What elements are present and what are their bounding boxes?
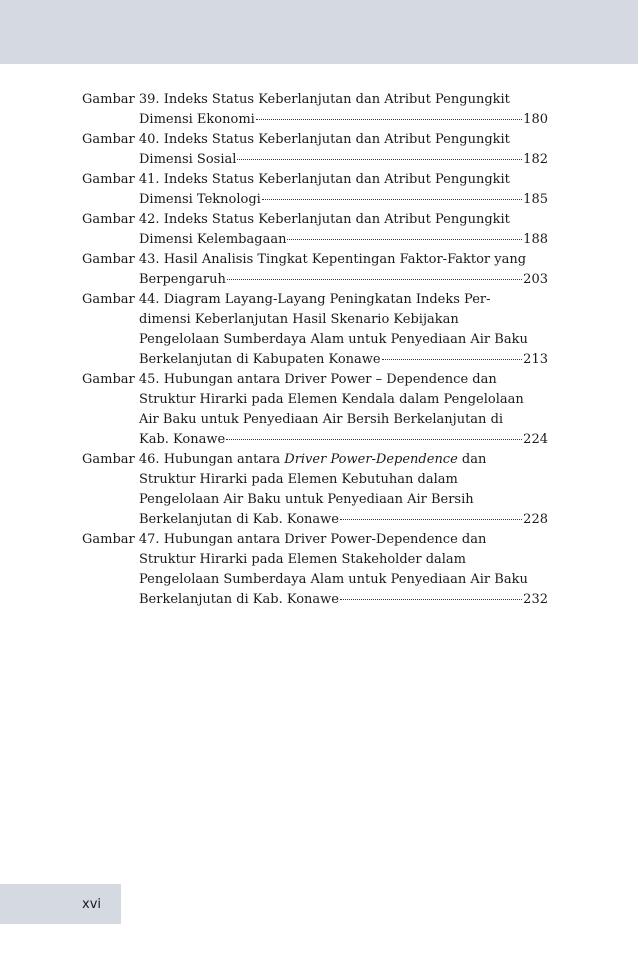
entry-title-line: Pengelolaan Sumberdaya Alam untuk Penyediaan Air Baku xyxy=(139,332,528,347)
entry-title-line: Hasil Analisis Tingkat Kepentingan Faktor-Faktor yang xyxy=(163,252,527,267)
dot-leader xyxy=(262,198,522,200)
toc-entry-47[interactable] xyxy=(82,530,548,610)
header-band xyxy=(0,0,638,64)
dot-leader xyxy=(227,278,522,280)
entry-title-line: Struktur Hirarki pada Elemen Stakeholder dalam xyxy=(139,552,466,567)
toc-entry-41[interactable] xyxy=(82,170,548,210)
dot-leader xyxy=(382,358,523,360)
entry-label: Gambar 46. xyxy=(82,452,160,467)
toc-entry-40[interactable] xyxy=(82,130,548,170)
entry-label: Gambar 43. xyxy=(82,252,160,267)
entry-page: 188 xyxy=(523,232,548,247)
entry-title-line: Pengelolaan Air Baku untuk Penyediaan Air Bersih xyxy=(139,492,474,507)
dot-leader xyxy=(340,598,522,600)
entry-title-last: Kab. Konawe xyxy=(139,432,226,447)
entry-title-line: Diagram Layang-Layang Peningkatan Indeks Per- xyxy=(163,292,491,307)
entry-label: Gambar 47. xyxy=(82,532,160,547)
entry-title-line: Pengelolaan Sumberdaya Alam untuk Penyediaan Air Baku xyxy=(139,572,528,587)
entry-page: 228 xyxy=(523,512,548,527)
entry-page: 224 xyxy=(523,432,548,447)
entry-title-last: Dimensi Sosial xyxy=(139,152,237,167)
entry-page: 185 xyxy=(523,192,548,207)
toc-entry-46[interactable] xyxy=(82,450,548,530)
entry-label: Gambar 42. xyxy=(82,212,160,227)
page-number: xvi xyxy=(82,897,101,912)
dot-leader xyxy=(226,438,522,440)
list-of-figures xyxy=(82,90,548,610)
footer-band xyxy=(0,884,121,924)
toc-entry-43[interactable] xyxy=(82,250,548,290)
entry-page: 213 xyxy=(523,352,548,367)
entry-title-post: dan xyxy=(457,452,487,467)
entry-title-last: Dimensi Kelembagaan xyxy=(139,232,287,247)
entry-label: Gambar 39. xyxy=(82,92,160,107)
entry-label: Gambar 40. xyxy=(82,132,160,147)
toc-entry-39[interactable] xyxy=(82,90,548,130)
entry-title-line: Struktur Hirarki pada Elemen Kendala dalam Pengelolaan xyxy=(139,392,524,407)
entry-page: 180 xyxy=(523,112,548,127)
entry-page: 203 xyxy=(523,272,548,287)
dot-leader xyxy=(237,158,522,160)
entry-label: Gambar 41. xyxy=(82,172,160,187)
entry-title-line: Indeks Status Keberlanjutan dan Atribut Pengungkit xyxy=(163,172,510,187)
entry-title-line: Indeks Status Keberlanjutan dan Atribut Pengungkit xyxy=(163,132,510,147)
dot-leader xyxy=(287,238,522,240)
entry-label: Gambar 44. xyxy=(82,292,160,307)
entry-title-line: dimensi Keberlanjutan Hasil Skenario Kebijakan xyxy=(139,312,459,327)
entry-title-line: Hubungan antara Driver Power-Dependence dan xyxy=(163,532,487,547)
entry-page: 232 xyxy=(523,592,548,607)
dot-leader xyxy=(256,118,522,120)
entry-title-last: Berkelanjutan di Kab. Konawe xyxy=(139,512,339,527)
entry-title-pre: Hubungan antara xyxy=(163,452,285,467)
entry-title-italic: Driver Power-Dependence xyxy=(284,452,458,467)
dot-leader xyxy=(340,518,522,520)
entry-title-last: Berkelanjutan di Kabupaten Konawe xyxy=(139,352,381,367)
entry-title-line: Struktur Hirarki pada Elemen Kebutuhan dalam xyxy=(139,472,458,487)
toc-entry-42[interactable] xyxy=(82,210,548,250)
toc-entry-44[interactable] xyxy=(82,290,548,370)
entry-page: 182 xyxy=(523,152,548,167)
entry-title-last: Dimensi Teknologi xyxy=(139,192,261,207)
entry-title-line: Hubungan antara Driver Power – Dependence dan xyxy=(163,372,497,387)
entry-title-line: Air Baku untuk Penyediaan Air Bersih Berkelanjutan di xyxy=(139,412,504,427)
entry-title-line: Indeks Status Keberlanjutan dan Atribut Pengungkit xyxy=(163,92,510,107)
entry-title-last: Berkelanjutan di Kab. Konawe xyxy=(139,592,339,607)
entry-title-line: Indeks Status Keberlanjutan dan Atribut Pengungkit xyxy=(163,212,510,227)
entry-label: Gambar 45. xyxy=(82,372,160,387)
toc-entry-45[interactable] xyxy=(82,370,548,450)
entry-title-last: Berpengaruh xyxy=(139,272,226,287)
entry-title-last: Dimensi Ekonomi xyxy=(139,112,255,127)
